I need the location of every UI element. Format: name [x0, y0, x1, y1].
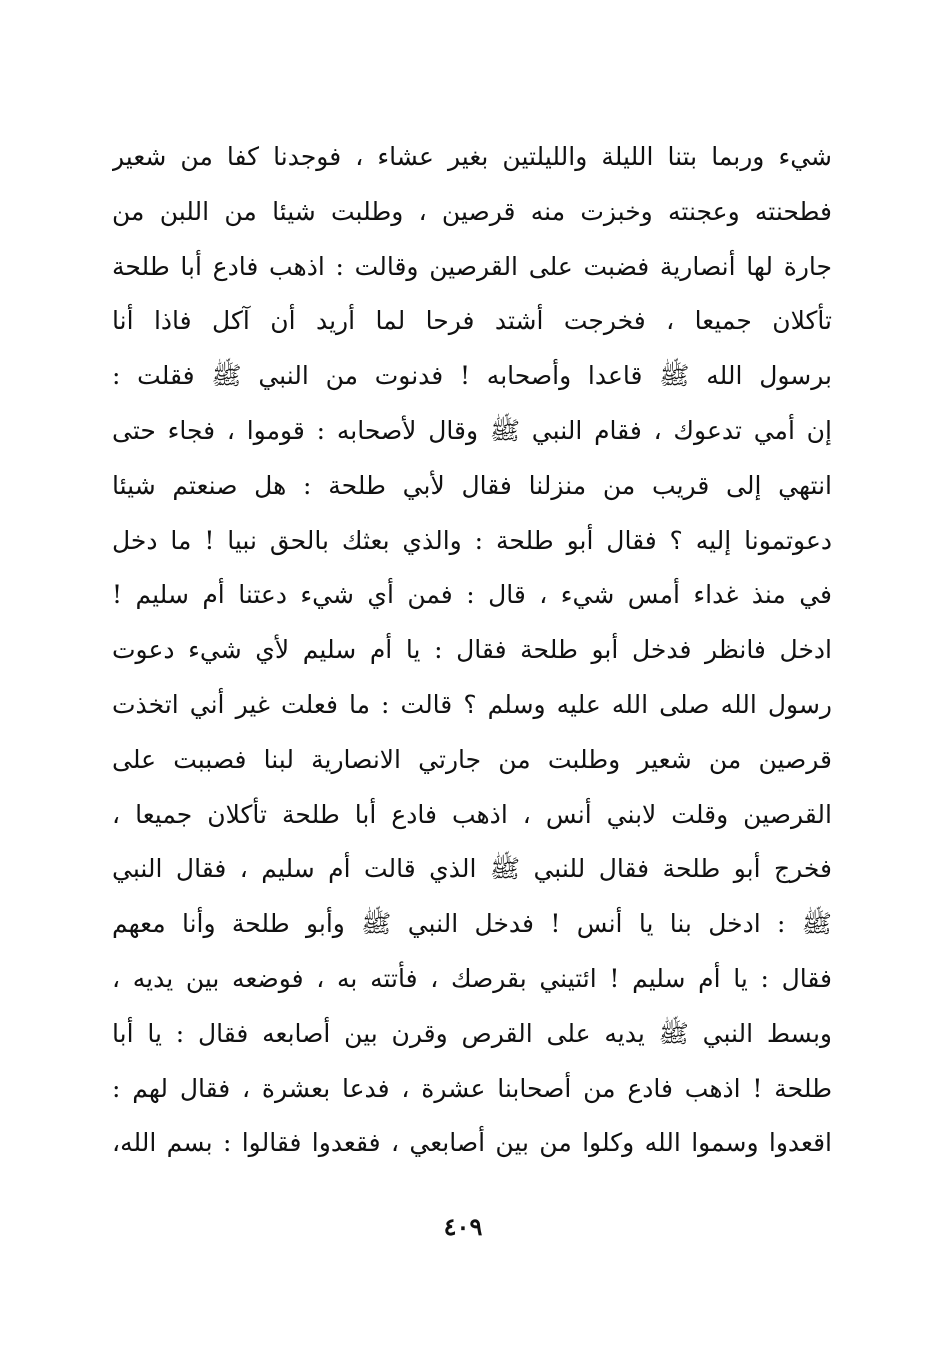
text-line: برسول الله ﷺ قاعدا وأصحابه ! فدنوت من النبي ﷺ فقلت : [112, 361, 832, 391]
text-line: ﷺ : ادخل بنا يا أنس ! فدخل النبي ﷺ وأبو طلحة وأنا معهم [112, 909, 832, 939]
text-line: طلحة ! اذهب فادع من أصحابنا عشرة ، فدعا بعشرة ، فقال لهم : [112, 1073, 832, 1103]
text-line: القرصين وقلت لابني أنس ، اذهب فادع أبا طلحة تأكلان جميعا ، [112, 799, 832, 829]
text-line: ادخل فانظر فدخل أبو طلحة فقال : يا أم سليم لأي شيء دعوت [112, 635, 832, 665]
text-line: شيء وربما بتنا الليلة والليلتين بغير عشاء ، فوجدنا كفا من شعير [112, 142, 832, 171]
text-line: دعوتمونا إليه ؟ فقال أبو طلحة : والذي بعثك بالحق نبيا ! ما دخل [112, 525, 832, 555]
text-line: فخرج أبو طلحة فقال للنبي ﷺ الذي قالت أم سليم ، فقال النبي [112, 854, 832, 884]
text-line: جارة لها أنصارية فضبت على القرصين وقالت : اذهب فادع أبا طلحة [112, 251, 832, 281]
text-line: وبسط النبي ﷺ يديه على القرص وقرن بين أصابعه فقال : يا أبا [112, 1018, 832, 1048]
text-line: رسول الله صلى الله عليه وسلم ؟ قالت : ما فعلت غير أني اتخذت [112, 689, 832, 719]
text-line: فطحنته وعجنته وخبزت منه قرصين ، وطلبت شيئا من اللبن من [112, 196, 832, 226]
text-line: فقال : يا أم سليم ! ائتيني بقرصك ، فأتته به ، فوضعه بين يديه ، [112, 963, 832, 993]
text-line: تأكلان جميعا ، فخرجت أشتد فرحا لما أريد أن آكل فاذا أنا [112, 306, 832, 336]
text-line: قرصين من شعير وطلبت من جارتي الانصارية لبنا فصببت على [112, 744, 832, 774]
text-line: إن أمي تدعوك ، فقام النبي ﷺ وقال لأصحابه : قوموا ، فجاء حتى [112, 415, 832, 445]
page-number: ٤٠٩ [443, 1212, 483, 1241]
body-text [112, 130, 832, 1171]
text-line: في منذ غداء أمس شيء ، قال : فمن أي شيء دعتنا أم سليم ! [112, 580, 832, 610]
text-line: انتهي إلى قريب من منزلنا فقال لأبي طلحة : هل صنعتم شيئا [112, 470, 832, 500]
text-line: اقعدوا وسموا الله وكلوا من بين أصابعي ، فقعدوا فقالوا : بسم الله، [112, 1128, 832, 1158]
